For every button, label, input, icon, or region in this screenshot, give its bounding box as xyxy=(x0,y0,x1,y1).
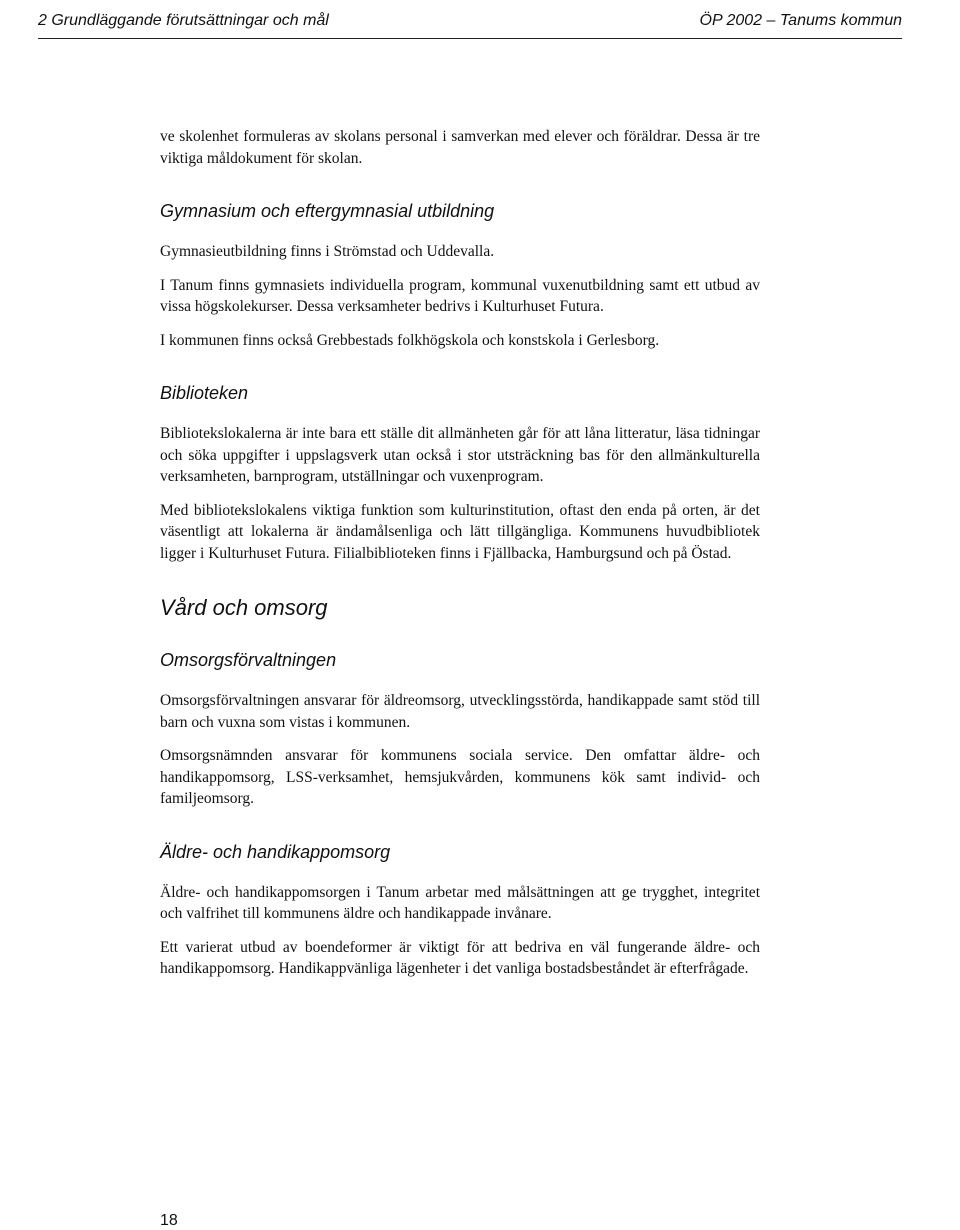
section-heading-omsorgsforvaltningen: Omsorgsförvaltningen xyxy=(160,650,337,670)
header-divider xyxy=(38,38,902,39)
section-heading-gymnasium: Gymnasium och eftergymnasial utbildning xyxy=(160,201,495,221)
intro-paragraph: ve skolenhet formuleras av skolans personal i samverkan med elever och föräldrar. Dessa är tre viktiga måldokument för skolan. xyxy=(160,128,760,167)
header-document-title: ÖP 2002 – Tanums kommun xyxy=(699,12,902,29)
page-body xyxy=(160,126,760,992)
bibliotek-paragraph-1: Bibliotekslokalerna är inte bara ett ställe dit allmänheten går för att låna litteratur, läsa tidningar och söka uppgifter i uppslagsverk utan också i stor utsträckning bas för den allmänkulturella verksamheten, barnprogram, utställningar och vuxenprogram. xyxy=(160,425,760,485)
gymnasium-paragraph-3: I kommunen finns också Grebbestads folkhögskola och konstskola i Gerlesborg. xyxy=(160,331,660,349)
omsorg-paragraph-1: Omsorgsförvaltningen ansvarar för äldreomsorg, utvecklingsstörda, handikappade samt stöd till barn och vuxna som vistas i kommunen. xyxy=(160,692,760,731)
omsorg-paragraph-2: Omsorgsnämnden ansvarar för kommunens sociala service. Den omfattar äldre- och handikappomsorg, LSS-verksamhet, hemsjukvården, kommunens kök samt individ- och familjeomsorg. xyxy=(160,747,760,807)
section-heading-aldreomsorg: Äldre- och handikappomsorg xyxy=(160,841,391,862)
header-chapter-title: 2 Grundläggande förutsättningar och mål xyxy=(38,12,329,29)
page-header xyxy=(38,10,902,34)
gymnasium-paragraph-1: Gymnasieutbildning finns i Strömstad och Uddevalla. xyxy=(160,243,495,260)
chapter-heading-vard-och-omsorg: Vård och omsorg xyxy=(160,595,328,620)
page-number: 18 xyxy=(160,1212,178,1229)
aldre-paragraph-2: Ett varierat utbud av boendeformer är viktigt för att bedriva en väl fungerande äldre- och handikappomsorg. Handikappvänliga lägenheter i det vanliga bostadsbeståndet är efterfrågade. xyxy=(160,938,760,977)
section-heading-bibliotek: Biblioteken xyxy=(160,383,249,403)
aldre-paragraph-1: Äldre- och handikappomsorgen i Tanum arbetar med målsättningen att ge trygghet, integritet och valfrihet till kommunens äldre och handikappade invånare. xyxy=(160,883,760,922)
bibliotek-paragraph-2: Med bibliotekslokalens viktiga funktion som kulturinstitution, oftast den enda på orten, är det väsentligt att lokalerna är ändamålsenliga och lätt tillgängliga. Kommunens huvudbibliotek ligger i Kulturhuset Futura. Filialbiblioteken finns i Fjällbacka, Hamburgsund och på Östad. xyxy=(160,501,760,562)
gymnasium-paragraph-2: I Tanum finns gymnasiets individuella program, kommunal vuxenutbildning samt ett utbud av vissa högskolekurser. Dessa verksamheter bedrivs i Kulturhuset Futura. xyxy=(160,276,760,315)
